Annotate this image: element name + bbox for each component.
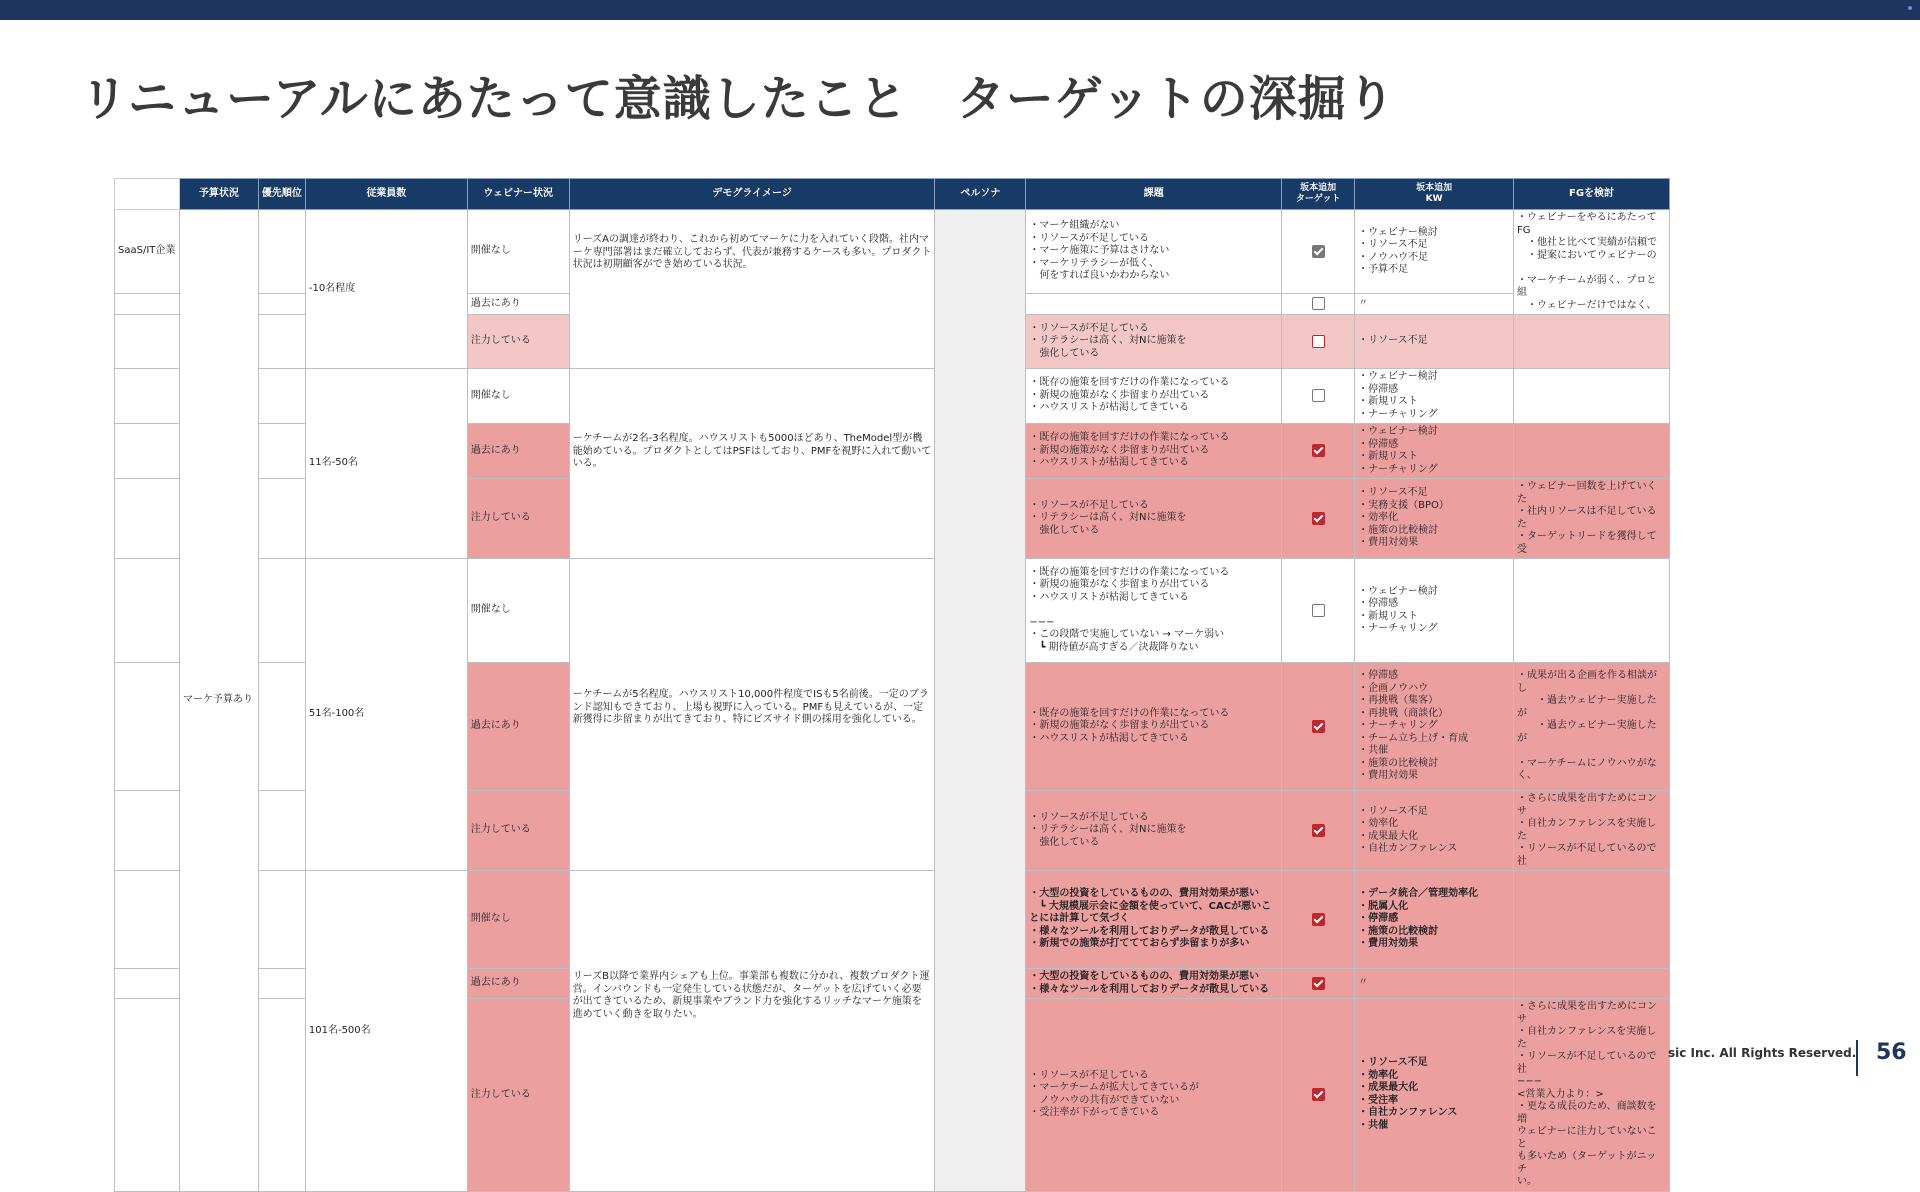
- industry-cell-empty: [115, 969, 180, 999]
- webinar-cell: 注力している: [467, 479, 569, 559]
- footer-divider: [1856, 1040, 1858, 1076]
- priority-cell[interactable]: [258, 294, 305, 315]
- budget-cell: マーケ予算あり: [179, 210, 258, 1192]
- webinar-cell: 過去にあり: [467, 294, 569, 315]
- industry-cell-empty: [115, 999, 180, 1192]
- corner-dot: [1908, 6, 1912, 10]
- size-cell: 11名-50名: [305, 369, 467, 559]
- webinar-cell: 注力している: [467, 999, 569, 1192]
- header-fg: FGを検討: [1514, 179, 1670, 210]
- target-check[interactable]: [1282, 315, 1355, 369]
- priority-cell[interactable]: [258, 369, 305, 424]
- checkbox-icon[interactable]: [1312, 720, 1325, 733]
- webinar-cell: 過去にあり: [467, 424, 569, 479]
- fg-cell: ・ウェビナーをやるにあたってFG ・他社と比べて実績が信頼で ・提案においてウェビナーの ・マーケチームが弱く、プロと組 ・ウェビナーだけではなく、: [1514, 210, 1670, 315]
- kw-cell: ・ウェビナー検討 ・停滞感 ・新規リスト ・ナーチャリング: [1355, 369, 1514, 424]
- header-priority: 優先順位: [258, 179, 305, 210]
- kw-cell: ・ウェビナー検討 ・停滞感 ・新規リスト ・ナーチャリング: [1355, 424, 1514, 479]
- webinar-cell: 注力している: [467, 315, 569, 369]
- header-budget: 予算状況: [179, 179, 258, 210]
- checkbox-icon[interactable]: [1312, 335, 1325, 348]
- issues-cell: ・大型の投資をしているものの、費用対効果が悪い ┗ 大規模展示会に金額を使っていて、CACが悪いことには計算して気づく ・様々なツールを利用しておりデータが散見している ・新規での施策が打ててておらず歩留まりが多い: [1026, 871, 1282, 969]
- webinar-cell: 過去にあり: [467, 969, 569, 999]
- priority-cell[interactable]: [258, 999, 305, 1192]
- industry-cell-empty: [115, 294, 180, 315]
- checkbox-icon[interactable]: [1312, 913, 1325, 926]
- checkbox-icon[interactable]: [1312, 297, 1325, 310]
- header-webinar: ウェビナー状況: [467, 179, 569, 210]
- priority-cell[interactable]: [258, 871, 305, 969]
- issues-cell: ・既存の施策を回すだけの作業になっている ・新規の施策がなく歩留まりが出ている ・ハウスリストが枯渇してきている: [1026, 424, 1282, 479]
- kw-cell: ・停滞感 ・企画ノウハウ ・再挑戦（集客） ・再挑戦（商談化） ・ナーチャリング ・チーム立ち上げ・育成 ・共催 ・施策の比較検討 ・費用対効果: [1355, 663, 1514, 791]
- webinar-cell: 開催なし: [467, 559, 569, 663]
- kw-cell: 〃: [1355, 294, 1514, 315]
- issues-cell: ・マーケ組織がない ・リソースが不足している ・マーケ施策に予算はさけない ・マーケリテラシーが低く、 何をすれば良いかわからない: [1026, 210, 1282, 294]
- checkbox-icon[interactable]: [1312, 512, 1325, 525]
- priority-cell[interactable]: [258, 210, 305, 294]
- industry-cell-empty: [115, 315, 180, 369]
- fg-cell: [1514, 871, 1670, 969]
- fg-cell: [1514, 424, 1670, 479]
- header-issues: 課題: [1026, 179, 1282, 210]
- industry-cell-empty: [115, 791, 180, 871]
- table-row: [115, 210, 1670, 294]
- header-persona: ペルソナ: [935, 179, 1026, 210]
- kw-cell: ・リソース不足 ・効率化 ・成果最大化 ・受注率 ・自社カンファレンス ・共催: [1355, 999, 1514, 1192]
- priority-cell[interactable]: [258, 559, 305, 663]
- priority-cell[interactable]: [258, 479, 305, 559]
- industry-cell-empty: [115, 424, 180, 479]
- checkbox-icon[interactable]: [1312, 977, 1325, 990]
- header-target: 坂本追加 ターゲット: [1282, 179, 1355, 210]
- header-demographic: デモグライメージ: [569, 179, 935, 210]
- checkbox-icon[interactable]: [1312, 1088, 1325, 1101]
- demo-cell: リーズAの調達が終わり、これから初めてマーケに力を入れていく段階。社内マーケ専門部署はまだ確立しておらず、代表が兼務するケースも多い。プロダクト状況は初期顧客ができ始めている状況。: [569, 210, 935, 369]
- industry-cell-empty: [115, 871, 180, 969]
- target-check[interactable]: [1282, 663, 1355, 791]
- size-cell: 101名-500名: [305, 871, 467, 1192]
- issues-cell: [1026, 294, 1282, 315]
- kw-cell: ・リソース不足 ・実務支援（BPO） ・効率化 ・施策の比較検討 ・費用対効果: [1355, 479, 1514, 559]
- page-number: 56: [1876, 1040, 1907, 1065]
- webinar-cell: 開催なし: [467, 369, 569, 424]
- table-row: [115, 559, 1670, 663]
- fg-cell: [1514, 315, 1670, 369]
- checkbox-icon[interactable]: [1312, 389, 1325, 402]
- fg-cell: ・成果が出る企画を作る相談がし ・過去ウェビナー実施したが ・過去ウェビナー実施したが ・マーケチームにノウハウがなく、: [1514, 663, 1670, 791]
- industry-cell: SaaS/IT企業: [115, 210, 180, 294]
- target-check[interactable]: [1282, 294, 1355, 315]
- demo-cell: ーケチームが5名程度。ハウスリスト10,000件程度でISも5名前後。一定のブランド認知もできており、上場も視野に入っている。PMFも見えているが、一定新獲得に歩留まりが出てきており、特にビズサイド側の採用を強化している。: [569, 559, 935, 871]
- target-check[interactable]: [1282, 871, 1355, 969]
- target-check[interactable]: [1282, 999, 1355, 1192]
- header-blank: [115, 179, 180, 210]
- fg-cell: [1514, 559, 1670, 663]
- demo-cell: リーズB以降で業界内シェアも上位。事業部も複数に分かれ、複数プロダクト運営。インバウンドも一定発生している状態だが、ターゲットを広げていく必要が出てきているため、新規事業やブランド力を強化するリッチなマーケ施策を進めていく動きを取りたい。: [569, 871, 935, 1192]
- priority-cell[interactable]: [258, 969, 305, 999]
- fg-cell: [1514, 969, 1670, 999]
- header-row: [115, 179, 1670, 210]
- header-kw: 坂本追加 KW: [1355, 179, 1514, 210]
- issues-cell: ・リソースが不足している ・リテラシーは高く、対Nに施策を 強化している: [1026, 315, 1282, 369]
- target-check[interactable]: [1282, 424, 1355, 479]
- fg-cell: ・さらに成果を出すためにコンサ ・自社カンファレンスを実施した ・リソースが不足しているので社: [1514, 791, 1670, 871]
- industry-cell-empty: [115, 369, 180, 424]
- size-cell: 51名-100名: [305, 559, 467, 871]
- priority-cell[interactable]: [258, 315, 305, 369]
- target-check[interactable]: [1282, 210, 1355, 294]
- priority-cell[interactable]: [258, 791, 305, 871]
- issues-cell: ・大型の投資をしているものの、費用対効果が悪い ・様々なツールを利用しておりデータが散見している: [1026, 969, 1282, 999]
- demo-cell: ーケチームが2名-3名程度。ハウスリストも5000ほどあり、TheModel型が機能始めている。プロダクトとしてはPSFはしており、PMFを視野に入れて動いている。: [569, 369, 935, 559]
- target-check[interactable]: [1282, 369, 1355, 424]
- webinar-cell: 注力している: [467, 791, 569, 871]
- kw-cell: ・ウェビナー検討 ・停滞感 ・新規リスト ・ナーチャリング: [1355, 559, 1514, 663]
- industry-cell-empty: [115, 479, 180, 559]
- checkbox-icon[interactable]: [1312, 604, 1325, 617]
- issues-cell: ・既存の施策を回すだけの作業になっている ・新規の施策がなく歩留まりが出ている ・ハウスリストが枯渇してきている −−− ・この段階で実施していない → マーケ弱い ┗ 期待値が高すぎる／決裁降りない: [1026, 559, 1282, 663]
- top-accent-bar: [0, 0, 1920, 20]
- target-check[interactable]: [1282, 479, 1355, 559]
- checkbox-icon[interactable]: [1312, 245, 1325, 258]
- target-check[interactable]: [1282, 559, 1355, 663]
- webinar-cell: 開催なし: [467, 210, 569, 294]
- fg-cell: ・さらに成果を出すためにコンサ ・自社カンファレンスを実施した ・リソースが不足しているので社 −−− <営業入力より：> ・更なる成長のため、商談数を増 ウェビナーに注力していないこと も多いため（ターゲットがニッチ い。: [1514, 999, 1670, 1192]
- issues-cell: ・リソースが不足している ・リテラシーは高く、対Nに施策を 強化している: [1026, 791, 1282, 871]
- target-check[interactable]: [1282, 969, 1355, 999]
- webinar-cell: 開催なし: [467, 871, 569, 969]
- priority-cell[interactable]: [258, 424, 305, 479]
- kw-cell: ・リソース不足 ・効率化 ・成果最大化 ・自社カンファレンス: [1355, 791, 1514, 871]
- checkbox-icon[interactable]: [1312, 444, 1325, 457]
- size-cell: -10名程度: [305, 210, 467, 369]
- checkbox-icon[interactable]: [1312, 824, 1325, 837]
- kw-cell: ・リソース不足: [1355, 315, 1514, 369]
- issues-cell: ・既存の施策を回すだけの作業になっている ・新規の施策がなく歩留まりが出ている ・ハウスリストが枯渇してきている: [1026, 369, 1282, 424]
- kw-cell: ・ウェビナー検討 ・リソース不足 ・ノウハウ不足 ・予算不足: [1355, 210, 1514, 294]
- fg-cell: [1514, 369, 1670, 424]
- slide-title: リニューアルにあたって意識したこと ターゲットの深掘り: [80, 71, 1396, 127]
- fg-cell: ・ウェビナー回数を上げていくた ・社内リソースは不足しているた ・ターゲットリードを獲得して受: [1514, 479, 1670, 559]
- copyright-text: sic Inc. All Rights Reserved.: [1668, 1046, 1857, 1060]
- kw-cell: ・データ統合／管理効率化 ・脱属人化 ・停滞感 ・施策の比較検討 ・費用対効果: [1355, 871, 1514, 969]
- spreadsheet-table: [114, 178, 1670, 1187]
- target-table: [114, 178, 1670, 1192]
- issues-cell: ・リソースが不足している ・マーケチームが拡大してきているが ノウハウの共有ができていない ・受注率が下がってきている: [1026, 999, 1282, 1192]
- industry-cell-empty: [115, 663, 180, 791]
- kw-cell: 〃: [1355, 969, 1514, 999]
- issues-cell: ・既存の施策を回すだけの作業になっている ・新規の施策がなく歩留まりが出ている ・ハウスリストが枯渇してきている: [1026, 663, 1282, 791]
- industry-cell-empty: [115, 559, 180, 663]
- header-employees: 従業員数: [305, 179, 467, 210]
- table-row: [115, 369, 1670, 424]
- target-check[interactable]: [1282, 791, 1355, 871]
- webinar-cell: 過去にあり: [467, 663, 569, 791]
- issues-cell: ・リソースが不足している ・リテラシーは高く、対Nに施策を 強化している: [1026, 479, 1282, 559]
- table-row: [115, 871, 1670, 969]
- persona-cell: [935, 210, 1026, 1192]
- priority-cell[interactable]: [258, 663, 305, 791]
